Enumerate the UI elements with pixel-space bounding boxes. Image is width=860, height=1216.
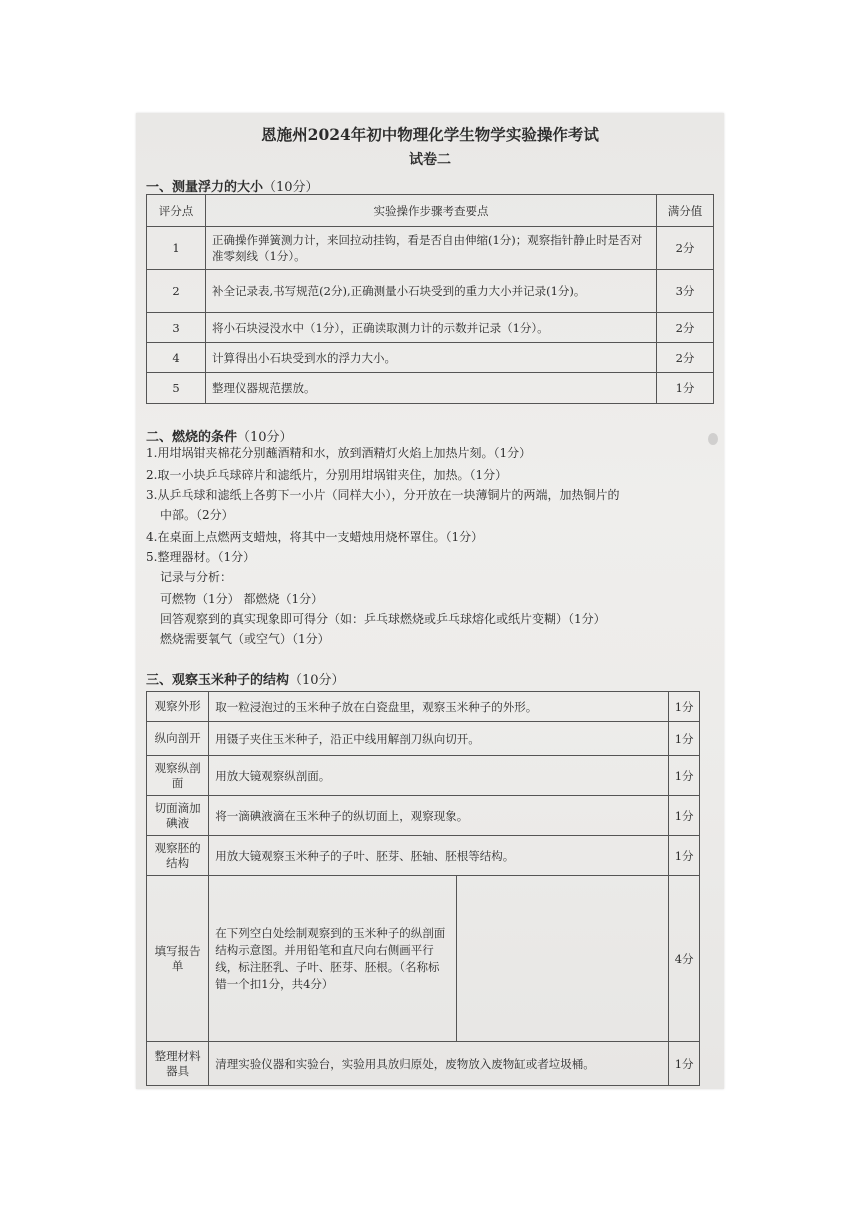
table-row bbox=[147, 270, 714, 313]
section2-line: 2.取一小块乒乓球碎片和滤纸片，分别用坩埚钳夹住，加热。（1分） bbox=[146, 468, 508, 482]
table-row bbox=[147, 796, 700, 836]
row-text: 将一滴碘液滴在玉米种子的纵切面上，观察现象。 bbox=[209, 796, 669, 836]
section3-heading bbox=[146, 669, 345, 688]
section2-line: 3.从乒乓球和滤纸上各剪下一小片（同样大小），分开放在一块薄铜片的两端，加热铜片的 bbox=[146, 488, 620, 502]
row-key: 观察外形 bbox=[147, 692, 209, 722]
row-score: 4分 bbox=[669, 876, 700, 1042]
row-score: 1分 bbox=[669, 796, 700, 836]
row-score: 1分 bbox=[669, 722, 700, 756]
row-number: 3 bbox=[147, 313, 206, 343]
row-key: 填写报告单 bbox=[147, 876, 209, 1042]
row-score: 3分 bbox=[657, 270, 714, 313]
row-score: 1分 bbox=[669, 1042, 700, 1086]
table-row bbox=[147, 373, 714, 404]
row-text: 补全记录表,书写规范(2分),正确测量小石块受到的重力大小并记录(1分)。 bbox=[206, 270, 657, 313]
row-text: 用镊子夹住玉米种子，沿正中线用解剖刀纵向切开。 bbox=[209, 722, 669, 756]
row-number: 2 bbox=[147, 270, 206, 313]
table-header-row bbox=[147, 195, 714, 227]
row-number: 1 bbox=[147, 227, 206, 270]
row-text: 将小石块浸没水中（1分），正确读取测力计的示数并记录（1分）。 bbox=[206, 313, 657, 343]
section2-line: 回答观察到的真实现象即可得分（如：乒乓球燃烧或乒乓球熔化或纸片变糊）（1分） bbox=[160, 612, 606, 626]
section2-line: 可燃物（1分） 都燃烧（1分） bbox=[160, 592, 324, 606]
row-score: 1分 bbox=[669, 756, 700, 796]
paper-stain bbox=[708, 433, 718, 445]
section2-line: 记录与分析： bbox=[160, 570, 233, 584]
table-row bbox=[147, 836, 700, 876]
row-key: 纵向剖开 bbox=[147, 722, 209, 756]
row-text: 整理仪器规范摆放。 bbox=[206, 373, 657, 404]
section2-line: 1.用坩埚钳夹棉花分别蘸酒精和水，放到酒精灯火焰上加热片刻。（1分） bbox=[146, 446, 532, 460]
table-row bbox=[147, 722, 700, 756]
section2-line: 燃烧需要氧气（或空气）（1分） bbox=[160, 632, 330, 646]
row-score: 2分 bbox=[657, 227, 714, 270]
section3-title: 三、观察玉米种子的结构 bbox=[146, 673, 290, 688]
row-text: 清理实验仪器和实验台，实验用具放归原处，废物放入废物缸或者垃圾桶。 bbox=[209, 1042, 669, 1086]
table-row bbox=[147, 1042, 700, 1086]
table-row bbox=[147, 876, 700, 1042]
row-text: 正确操作弹簧测力计，来回拉动挂钩，看是否自由伸缩(1分)；观察指针静止时是否对准零刻线（1分）。 bbox=[206, 227, 657, 270]
col-header-steps: 实验操作步骤考查要点 bbox=[206, 195, 657, 227]
col-header-point: 评分点 bbox=[147, 195, 206, 227]
row-number: 4 bbox=[147, 343, 206, 373]
section2-points: （10分） bbox=[237, 430, 293, 445]
section1-title: 一、测量浮力的大小 bbox=[146, 180, 264, 195]
row-score: 2分 bbox=[657, 313, 714, 343]
table-row bbox=[147, 313, 714, 343]
row-text: 计算得出小石块受到水的浮力大小。 bbox=[206, 343, 657, 373]
drawing-area bbox=[456, 876, 668, 1042]
row-score: 1分 bbox=[657, 373, 714, 404]
row-key: 整理材料器具 bbox=[147, 1042, 209, 1086]
section1-heading bbox=[146, 176, 319, 195]
row-key: 切面滴加碘液 bbox=[147, 796, 209, 836]
row-key: 观察胚的结构 bbox=[147, 836, 209, 876]
page-title: 恩施州2024年初中物理化学生物学实验操作考试 bbox=[261, 125, 599, 144]
row-text: 用放大镜观察纵剖面。 bbox=[209, 756, 669, 796]
row-text: 用放大镜观察玉米种子的子叶、胚芽、胚轴、胚根等结构。 bbox=[209, 836, 669, 876]
section1-table bbox=[146, 194, 714, 404]
section3-table bbox=[146, 691, 700, 1086]
row-score: 1分 bbox=[669, 692, 700, 722]
section2-line: 5.整理器材。（1分） bbox=[146, 550, 256, 564]
table-row bbox=[147, 343, 714, 373]
row-number: 5 bbox=[147, 373, 206, 404]
page-subtitle: 试卷二 bbox=[409, 152, 451, 168]
row-key: 观察纵剖面 bbox=[147, 756, 209, 796]
table-row bbox=[147, 692, 700, 722]
col-header-score: 满分值 bbox=[657, 195, 714, 227]
section2-title: 二、燃烧的条件 bbox=[146, 430, 238, 445]
exam-paper bbox=[136, 113, 724, 1089]
row-text: 取一粒浸泡过的玉米种子放在白瓷盘里，观察玉米种子的外形。 bbox=[209, 692, 669, 722]
row-score: 2分 bbox=[657, 343, 714, 373]
section2-line: 4.在桌面上点燃两支蜡烛，将其中一支蜡烛用烧杯罩住。（1分） bbox=[146, 530, 484, 544]
table-row bbox=[147, 227, 714, 270]
section2-heading bbox=[146, 426, 293, 445]
row-text: 在下列空白处绘制观察到的玉米种子的纵剖面结构示意图。并用铅笔和直尺向右侧画平行线，标注胚乳、子叶、胚芽、胚根。（名称标错一个扣1分，共4分） bbox=[209, 876, 456, 1042]
section1-points: （10分） bbox=[263, 180, 319, 195]
section3-points: （10分） bbox=[289, 673, 345, 688]
section2-line: 中部。（2分） bbox=[160, 508, 234, 522]
table-row bbox=[147, 756, 700, 796]
row-score: 1分 bbox=[669, 836, 700, 876]
